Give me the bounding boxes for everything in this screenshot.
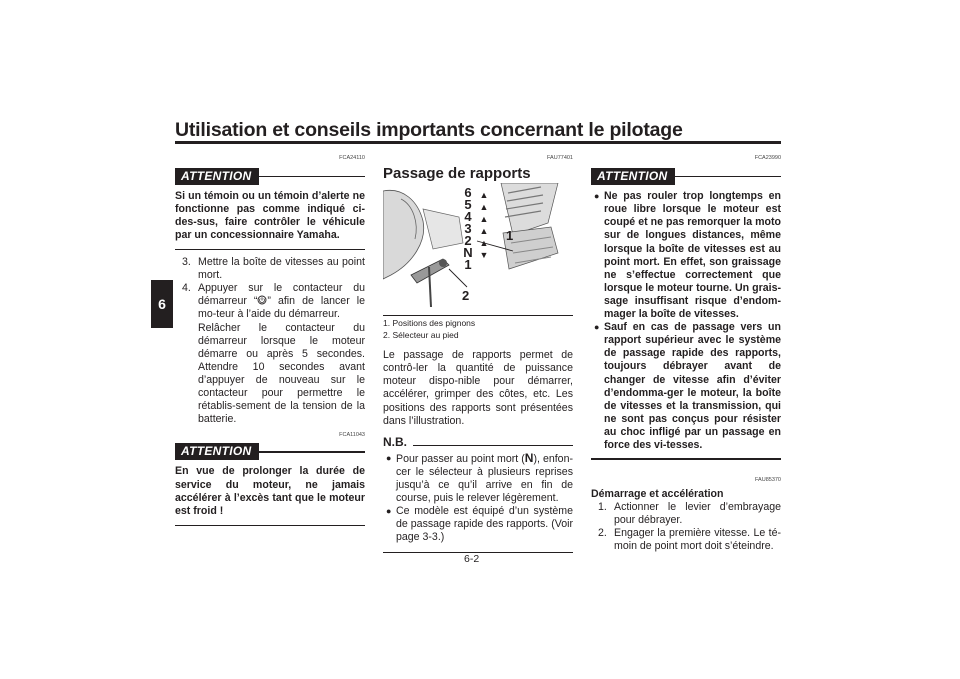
step-text: Engager la première vitesse. Le té-moin de point mort doit s’éteindre. [614,526,781,553]
callout-number: 1 [506,228,514,244]
figure-caption: 2. Sélecteur au pied [383,329,459,340]
gear-label: 4 [464,209,472,225]
step-text-cont: ” afin de lancer le mo-teur à l’aide du démarreur. [198,295,365,321]
subheading: Démarrage et accélération [591,487,724,500]
note-rule [413,445,573,446]
list-item [591,321,781,452]
attention-header [175,168,365,185]
callout-number: 2 [462,288,470,304]
gear-shift-diagram [383,183,573,311]
gear-label: 3 [464,221,472,237]
attention-text: Si un témoin ou un témoin d’alerte ne fonctionne pas comme indiqué ci-des-sus, faire contrôler le véhicule par un concessionnaire Yamaha. [175,190,365,242]
figure-caption: 1. Positions des pignons [383,318,476,329]
steps-list [175,256,365,426]
bullet-text: Ne pas rouler trop longtemps en roue libre lorsque le moteur est coupé et ne pas remorquer la moto sur de longues distances, même lorsque la boîte de vitesses est au point mort. En effet, son graissage ne s’effectue correctement que lorsque le moteur tourne. Un grais-sage insuffisant risque d’endom-mager la boîte de vitesses. [604,190,781,321]
bullet-text: Sauf en cas de passage vers un rapport supérieur avec le système de passage rapide des rapports, toujours débrayer avant de changer de vitesse afin d’éviter d’endomma-ger le moteur, la boîte de vitesses et la transmission, qui ne sont pas conçus pour résister au choc infligé par un passage en force des vi-tesses. [604,321,781,451]
attention-header [175,443,365,460]
reference-code: FAU85370 [755,476,781,483]
bullet-text: Pour passer au point mort ( [396,452,525,465]
note-label: N.B. [383,434,407,449]
list-item [175,282,365,426]
step-number: 1. [598,500,607,513]
attention-end-rule [175,249,365,251]
step-text: Mettre la boîte de vitesses au point mort. [198,256,365,282]
list-item [591,190,781,321]
reference-code: FCA23990 [754,155,781,161]
column-middle [383,152,573,553]
bullet-text: Ce modèle est équipé d’un système de passage rapide des rapports. (Voir page 3-3.) [396,505,573,544]
title-underline [175,141,781,144]
starter-switch-icon [257,295,267,305]
attention-rule [259,451,365,453]
attention-rule [675,176,781,178]
bullet-text-cont: ), enfon-cer le sélecteur à plusieurs reprises jusqu’à ce qu’il arrive en fin de course, puis le relever légèrement. [396,452,573,505]
shift-arrows [479,189,489,261]
note-header [383,436,573,449]
attention-text: En vue de prolonger la durée de service du moteur, ne jamais accélérer à l’excès tant que le moteur est froid ! [175,465,365,517]
steps-list [591,501,781,553]
body-paragraph: Le passage de rapports permet de contrô-ler la quantité de puissance moteur dispo-nible pour démarrer, accélérer, grimper des côtes, etc. Les positions des rapports sont présentées dans l’illustration. [383,349,573,427]
attention-label: ATTENTION [175,443,259,460]
attention-label: ATTENTION [591,168,675,185]
attention-header [591,168,781,185]
step-text-2: Relâcher le contacteur du démarreur lorsque le moteur démarre ou après 5 secondes. Attendre 10 secondes avant d’appuyer de nouveau sur le contacteur pour permettre le rétablis-sement de la tension de la batterie. [198,321,365,426]
reference-code: FCA11043 [339,432,365,439]
step-number: 3. [182,256,191,269]
list-item [383,505,573,544]
gear-label: 1 [464,257,472,273]
attention-label: ATTENTION [175,168,259,185]
up-arrow-icon: ▲ [479,226,489,237]
attention-end-rule [175,525,365,527]
bullet-icon: ● [594,191,600,202]
list-item [383,452,573,505]
list-item [591,501,781,527]
chapter-tab: 6 [151,280,173,328]
up-arrow-icon: ▲ [479,214,489,225]
gear-label: N [463,245,473,261]
step-text: Appuyer sur le contacteur du démarreur “ [198,282,365,308]
list-item [175,256,365,282]
step-text: Actionner le levier d’embrayage pour débrayer. [614,500,781,526]
caption-rule [383,315,573,316]
reference-code: FCA24110 [339,155,365,161]
page-number: 6-2 [464,553,480,565]
section-heading: Passage de rapports [383,165,531,183]
up-arrow-icon: ▲ [479,202,489,213]
page-title: Utilisation et conseils importants concernant le pilotage [175,119,683,141]
bullet-icon: ● [386,506,392,517]
list-item [591,527,781,553]
gear-label: 5 [464,197,472,213]
up-arrow-icon: ▲ [479,190,489,201]
gear-label: 2 [464,233,472,249]
attention-end-rule [591,458,781,460]
attention-rule [259,176,365,178]
gear-label: 6 [464,185,472,201]
column-left [175,152,365,526]
neutral-symbol: N [524,450,534,465]
step-number: 2. [598,526,607,539]
bullet-icon: ● [386,452,392,463]
down-arrow-icon: ▼ [479,250,489,261]
up-arrow-icon: ▲ [479,238,489,249]
column-right [591,152,781,553]
bullet-icon: ● [594,322,600,333]
step-number: 4. [182,282,191,295]
reference-code: FAU77401 [547,155,573,161]
gear-positions [457,187,479,271]
